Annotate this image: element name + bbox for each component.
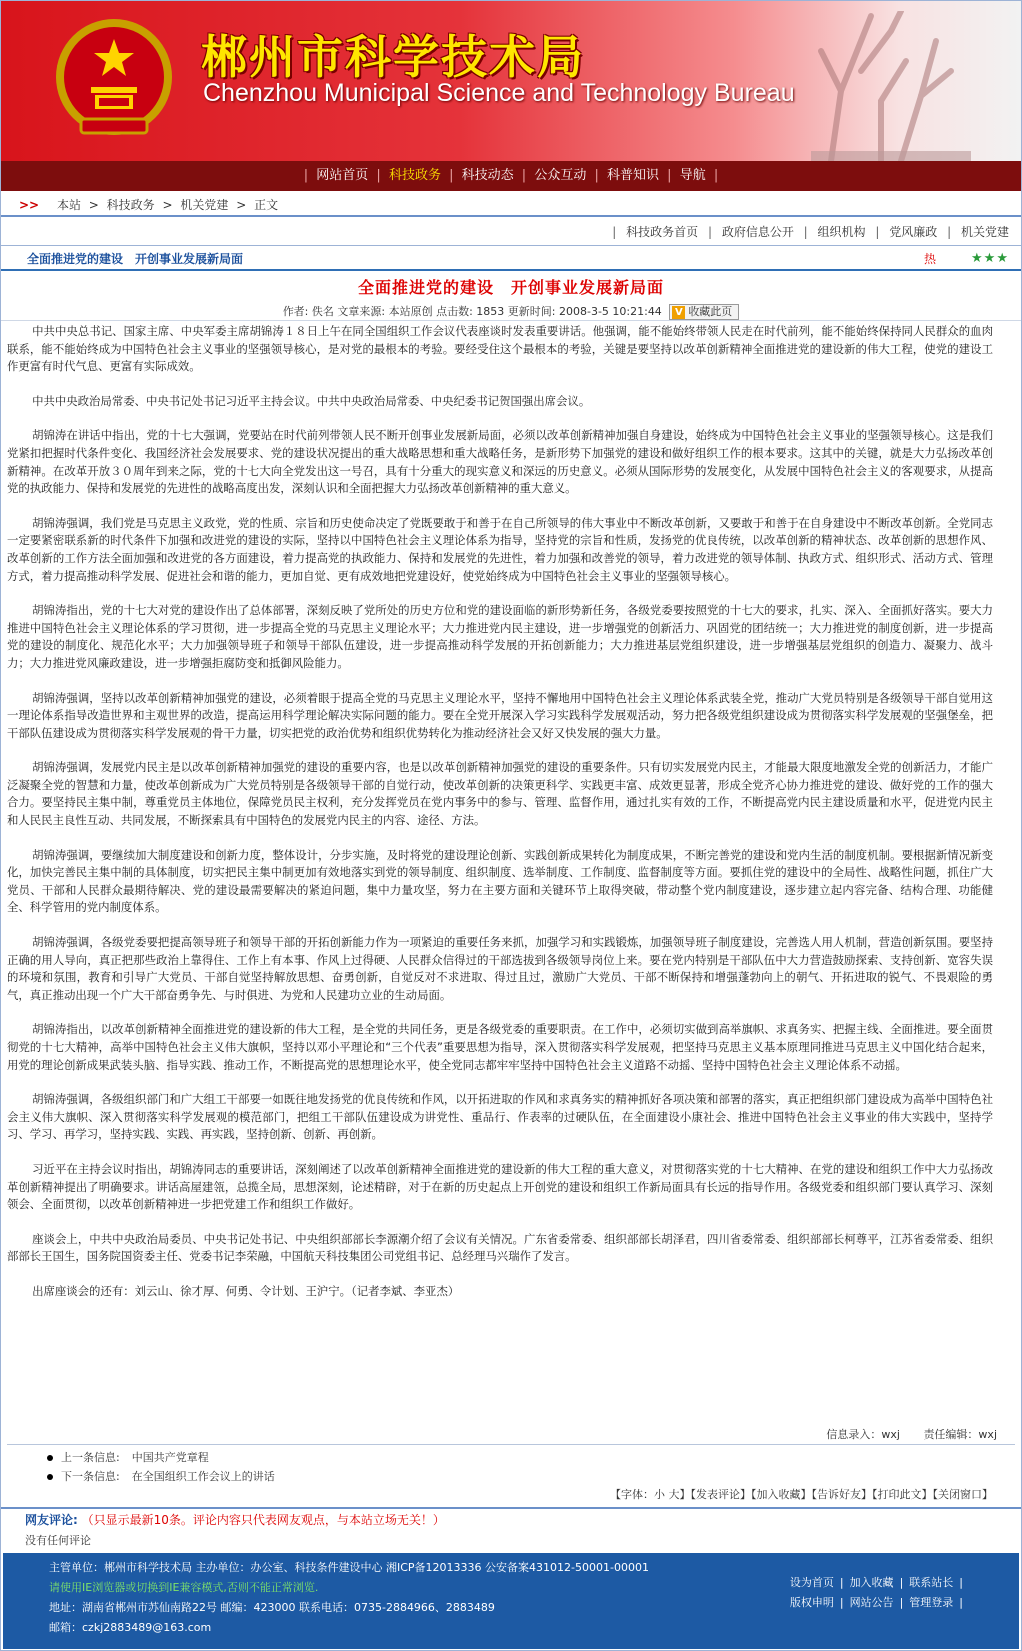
nav-guide[interactable]: 导航 [679,168,706,183]
paragraph: 胡锦涛强调，坚持以改革创新精神加强党的建设，必须着眼于提高全党的马克思主义理论水平，坚持不懈地用中国特色社会主义理论体系武装全党，推动广大党员特别是各级领导干部自觉用这一理论体系指导改造世界和主观世界的改造，提高运用科学理论解决实际问题的能力。要在全党开展深入学习实践科学发展观活动，努力把各级党组织建设成为贯彻落实科学发展观的坚强堡垒，把干部队伍建设成为贯彻落实科学发展观的骨干力量，切实把党的政治优势和组织优势转化为推动经济社会又好又快发展的强大力量。 [7,690,993,740]
copyright-link[interactable]: 版权申明 [789,1596,834,1609]
set-homepage-link[interactable]: 设为首页 [789,1576,834,1589]
editor-info [806,1426,997,1442]
footer-browser-warning: 请使用IE浏览器或切换到IE兼容模式,否则不能正常浏览. [49,1581,319,1594]
meta-text: 作者: 佚名 文章来源: 本站原创 点击数: 1853 更新时间: 2008-3-5 10:21:44 [282,305,662,318]
subnav-gov-info[interactable]: 政府信息公开 [721,225,794,239]
next-label: 下一条信息: [61,1470,120,1483]
breadcrumb-tech-affairs[interactable]: 科技政务 [106,198,155,212]
article-title-strip [1,245,1021,271]
double-arrow-icon: >> [19,198,40,212]
contact-admin-link[interactable]: 联系站长 [909,1576,954,1589]
subnav-tech-affairs-home[interactable]: 科技政务首页 [626,225,699,239]
bookmark-label: 收藏此页 [688,305,733,318]
article-body [7,323,993,1318]
paragraph: 出席座谈会的还有：刘云山、徐才厚、何勇、令计划、王沪宁。（记者李斌、李亚杰） [32,1283,460,1298]
paragraph: 胡锦涛在讲话中指出，党的十七大强调，党要站在时代前列带领人民不断开创事业发展新局面，必须以改革创新精神加强自身建设，始终成为中国特色社会主义事业的坚强领导核心。这是我们党紧扣把握时代条件变化、我国经济社会发展要求、党的建设状况提出的重大战略思想和重大战略任务，是新形势下加强党的建设和做好组织工作的根本要求。这其中的关键，就是大力弘扬改革创新精神。在改革开放３０周年到来之际，党的十七大向全党发出这一号召，具有十分重大的现实意义和深远的历史意义。必须从国际形势的发展变化，从发展中国特色社会主义的客观要求，从提高党的执政能力、保持和发展党的先进性的战略高度出发，深刻认识和全面把握大力弘扬改革创新精神的重大意义。 [7,428,993,496]
breadcrumb-current: 正文 [254,198,279,212]
prev-link[interactable]: 中国共产党章程 [131,1451,209,1464]
paragraph: 胡锦涛指出，以改革创新精神全面推进党的建设新的伟大工程，是全党的共同任务，更是各级党委的重要职责。在工作中，必须切实做到高举旗帜、求真务实、把握主线、全面推进。要全面贯彻党的十七大精神，高举中国特色社会主义伟大旗帜，坚持以邓小平理论和“三个代表”重要思想为指导，深入贯彻落实科学发展观，把坚持马克思主义基本原理同推进马克思主义中国化结合起来，用党的理论创新成果武装头脑、指导实践、推动工作，不断提高党的思想理论水平，使全党同志都牢牢坚持中国特色社会主义道路不动摇、坚持中国特色社会主义理论体系不动摇。 [7,1022,993,1072]
site-footer [3,1553,1019,1649]
rating-stars-icon: ★★★ [971,251,1009,266]
site-subtitle-en: Chenzhou Municipal Science and Technology Bureau [203,79,795,107]
paragraph: 胡锦涛强调，各级组织部门和广大组工干部要一如既往地发扬党的优良传统和作风，以开拓进取的作风和求真务实的精神抓好各项决策和部署的落实，真正把组织部门建设成为高举中国特色社会主义伟大旗帜、深入贯彻落实科学发展观的模范部门，把组工干部队伍建设成为讲党性、重品行、作表率的过硬队伍，在全面建设小康社会、推进中国特色社会主义事业的伟大实践中，坚持学习、学习、再学习，坚持实践、实践、再实践，坚持创新、创新、再创新。 [7,1092,993,1142]
comments-note: （只显示最新10条。评论内容只代表网友观点，与本站立场无关！） [81,1513,445,1527]
sub-nav: | 科技政务首页 | 政府信息公开 | 组织机构 | 党风廉政 | 机关党建 [612,225,1009,239]
paragraph: 习近平在主持会议时指出，胡锦涛同志的重要讲话，深刻阐述了以改革创新精神全面推进党的建设新的伟大工程的重大意义，对贯彻落实党的十七大精神、在党的建设和组织工作中大力弘扬改革创新精神提出了明确要求。讲话高屋建瓴，总揽全局，思想深刻，论述精辟，对于在新的历史起点上开创党的建设和组织工作新局面具有长远的指导作用。各级党委和组织部门要认真学习、深刻领会、全面贯彻，以改革创新精神进一步把党建工作和组织工作做好。 [7,1161,993,1212]
site-title: 郴州市科学技术局 [201,30,585,84]
bookmark-button[interactable] [669,304,739,320]
bullet-icon [47,1474,53,1480]
bullet-icon [47,1455,53,1461]
bookmark-icon: V [672,306,685,319]
announcement-link[interactable]: 网站公告 [849,1596,894,1609]
paragraph: 座谈会上，中共中央政治局委员、中央书记处书记、中央组织部部长李源潮介绍了会议有关情况。广东省委常委、组织部部长胡泽君，四川省委常委、组织部部长柯尊平，江苏省委常委、组织部部长王国生，国务院国资委主任、党委书记李荣融，中国航天科技集团公司党组书记、总经理马兴瑞作了发言。 [7,1231,993,1264]
nav-home[interactable]: 网站首页 [316,168,369,183]
add-favorite-link[interactable]: 加入收藏 [849,1576,894,1589]
entry-user: 信息录入：wxj [826,1428,900,1441]
paragraph: 中共中央政治局常委、中央书记处书记习近平主持会议。中共中央政治局常委、中央纪委书记贺国强出席会议。 [32,393,591,408]
nav-public-interaction[interactable]: 公众互动 [534,168,587,183]
paragraph: 胡锦涛强调，我们党是马克思主义政党，党的性质、宗旨和历史使命决定了党既要敢于和善于在自己所领导的伟大事业中不断改革创新，又要敢于和善于在自身建设中不断改革创新。全党同志一定要紧密联系新的时代条件下加强和改进党的建设的实际，坚持以中国特色社会主义理论体系为指导，坚持党的宗旨和性质，发扬党的优良传统，以改革创新的精神状态、改革创新的思想作风、改革创新的工作方法全面加强和改进党的各方面建设，着力提高党的执政能力、保持和发展党的先进性，着力加强和改善党的领导，着力改进党的领导体制、执政方式、组织形式、活动方式、管理方式，着力提高推动科学发展、促进社会和谐的能力，更加自觉、更有成效地把党建设好，使党始终成为中国特色社会主义事业的坚强领导核心。 [7,515,993,583]
responsible-editor: 责任编辑：wxj [923,1428,997,1441]
prev-next-links [47,1448,275,1486]
breadcrumb-party-building[interactable]: 机关党建 [180,198,229,212]
next-link[interactable]: 在全国组织工作会议上的讲话 [131,1470,275,1483]
comments-header [1,1507,1021,1529]
nav-tech-affairs[interactable]: 科技政务 [388,168,441,183]
subnav-integrity[interactable]: 党风廉政 [889,225,938,239]
divider [7,1444,1015,1445]
article-tools[interactable]: 【字体：小 大】【发表评论】【加入收藏】【告诉好友】【打印此文】【关闭窗口】 [610,1488,993,1501]
site-banner [1,1,1021,161]
footer-address: 地址：湖南省郴州市苏仙南路22号 邮编：423000 联系电话：0735-2884966、2883489 [49,1601,495,1614]
footer-sponsor: 主管单位：郴州市科学技术局 主办单位：办公室、科技条件建设中心 湘ICP备12013336 公安备案431012-50001-00001 [49,1561,649,1574]
subnav-party-building[interactable]: 机关党建 [960,225,1009,239]
nav-tech-news[interactable]: 科技动态 [461,168,514,183]
subnav-organization[interactable]: 组织机构 [817,225,866,239]
footer-links: 设为首页 | 加入收藏 | 联系站长 | 版权申明 | 网站公告 | 管理登录 | [789,1576,963,1609]
next-item [47,1467,275,1486]
admin-login-link[interactable]: 管理登录 [909,1596,954,1609]
footer-email: 邮箱：czkj2883489@163.com [49,1621,212,1634]
paragraph: 胡锦涛强调，各级党委要把提高领导班子和领导干部的开拓创新能力作为一项紧迫的重要任务来抓，加强学习和实践锻炼，加强领导班子制度建设，完善选人用人机制，营造创新氛围。要坚持正确的用人导向，真正把那些政治上靠得住、工作上有本事、作风上过得硬、人民群众信得过的干部选拔到各级领导岗位上来。要在党内特别是干部队伍中大力营造鼓励探索、支持创新、宽容失误的环境和氛围，教育和引导广大党员、干部自觉坚持解放思想、奋勇创新，自觉反对不求进取、得过且过，激励广大党员、干部不断保持和增强蓬勃向上的朝气、开拓进取的锐气、不畏艰险的勇气，真正推动出现一个广大干部奋勇争先、与时俱进、为党和人民建功立业的生动局面。 [7,935,993,1002]
breadcrumb-home[interactable]: 本站 [56,198,81,212]
article-title: 全面推进党的建设 开创事业发展新局面 [357,278,664,297]
article-meta [1,303,1021,321]
strip-title: 全面推进党的建设 开创事业发展新局面 [27,252,244,266]
paragraph: 胡锦涛强调，发展党内民主是以改革创新精神加强党的建设的重要内容，也是以改革创新精神加强党的建设的重要条件。只有切实发展党内民主，才能最大限度地激发全党的创新活力，才能广泛凝聚全党的智慧和力量，使改革创新成为广大党员特别是各级领导干部的自觉行动，使改革创新的决策更科学、实践更丰富、成效更显著，形成全党齐心协力推进党的建设、做好党的工作的强大合力。要坚持民主集中制，尊重党员主体地位，保障党员民主权利，充分发挥党员在党内事务中的参与、管理、监督作用，通过扎实有效的工作，不断提高党内民主建设质量和水平，促进党内民主和人民民主良性互动、共同发展，不断探索具有中国特色的发展党内民主的内容、途径、方法。 [7,760,993,828]
nav-science-knowledge[interactable]: 科普知识 [607,168,660,183]
hot-label: 热 [923,252,936,266]
main-nav: | 网站首页 | 科技政务 | 科技动态 | 公众互动 | 科普知识 | 导航 | [1,161,1021,191]
no-comments-text: 没有任何评论 [25,1534,91,1547]
comments-heading: 网友评论: [25,1513,78,1527]
paragraph: 胡锦涛指出，党的十七大对党的建设作出了总体部署，深刻反映了党所处的历史方位和党的建设面临的新形势新任务，各级党委要按照党的十七大的要求，扎实、深入、全面抓好落实。要大力推进中国特色社会主义理论体系的学习贯彻，进一步提高全党的马克思主义理论水平；大力推进党内民主建设，进一步增强党的创新活力、巩固党的团结统一；大力推进党的制度创新，进一步提高党的建设的制度化、规范化水平；大力加强领导班子和领导干部队伍建设，进一步提高推动科学发展的开拓创新能力；大力推进基层党组织建设，进一步增强基层党组织的创造力、凝聚力、战斗力；大力推进党风廉政建设，进一步增强拒腐防变和抵御风险能力。 [7,603,993,670]
sculpture-image [751,11,981,161]
prev-item [47,1448,275,1467]
national-emblem-icon [51,9,177,149]
breadcrumb: >> 本站 > 科技政务 > 机关党建 > 正文 [1,193,1021,217]
paragraph: 胡锦涛强调，要继续加大制度建设和创新力度，整体设计，分步实施，及时将党的建设理论创新、实践创新成果转化为制度成果，不断完善党的建设和党内生活的制度机制。要根据新情况新变化，加快完善民主集中制的具体制度，切实把民主集中制更加有效地落实到党的领导制度、组织制度、选举制度、工作制度、监督制度等方面。要抓住党的建设中的全局性、战略性问题，抓住广大党员、干部和人民群众最期待解决、党的建设最需要解决的紧迫问题，集中力量攻坚，努力在主要方面和关键环节上取得突破，带动整个党内制度建设，逐步建立起内容完备、结构合理、功能健全、科学管用的党内制度体系。 [7,847,993,915]
paragraph: 中共中央总书记、国家主席、中央军委主席胡锦涛１８日上午在同全国组织工作会议代表座谈时发表重要讲话。他强调，能不能始终带领人民走在时代前列，能不能始终保持同人民群众的血肉联系，能不能始终成为中国特色社会主义事业的坚强领导核心，是对党的最根本的考验。要经受住这个最根本的考验，关键是要坚持以改革创新精神全面推进党的建设新的伟大工程，使党的建设工作更富有时代气息、更富有实际成效。 [7,324,993,374]
prev-label: 上一条信息: [61,1451,120,1464]
